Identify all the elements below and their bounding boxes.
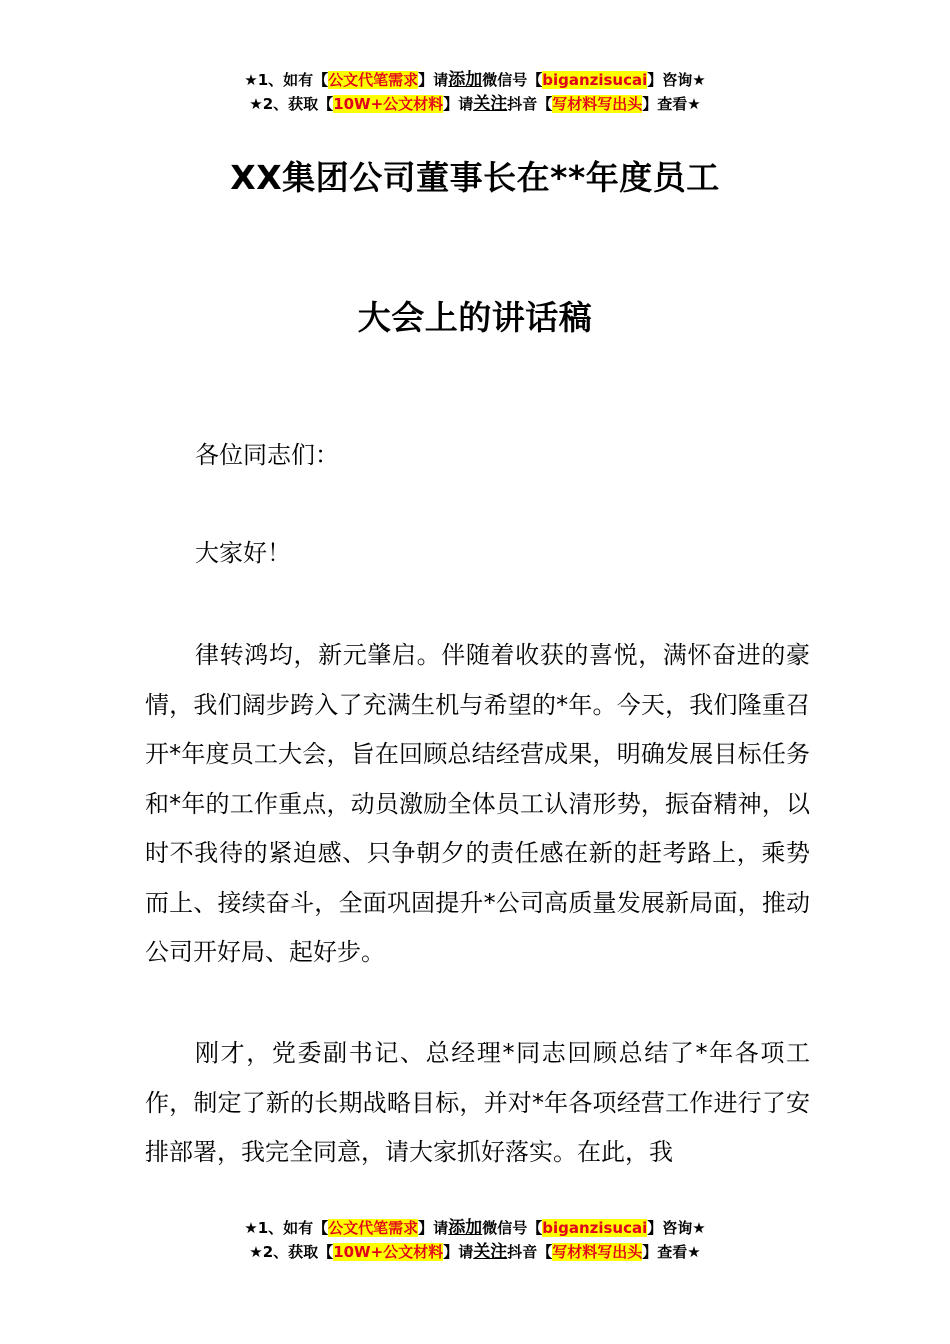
banner-line-2 (0, 1240, 950, 1264)
banner-highlight: 公文代笔需求 (328, 71, 419, 89)
banner-text: 】咨询★ (647, 71, 706, 89)
footer-banner (0, 1216, 950, 1264)
banner-text: 】咨询★ (647, 1219, 706, 1237)
salutation: 各位同志们： (195, 441, 339, 469)
banner-line-1 (0, 1216, 950, 1240)
banner-text: 】请 (418, 71, 449, 89)
banner-emphasis: 关注 (473, 1242, 508, 1262)
banner-text: 微信号【 (482, 71, 543, 89)
banner-emphasis: 添加 (448, 1218, 483, 1238)
banner-emphasis: 添加 (448, 70, 483, 90)
banner-text: 】请 (418, 1219, 449, 1237)
document-title-line-1: XX集团公司董事长在**年度员工 (230, 158, 720, 197)
header-banner (0, 68, 950, 116)
banner-text: ★1、如有【 (244, 71, 329, 89)
banner-text: ★1、如有【 (244, 1219, 329, 1237)
banner-text: 抖音【 (507, 1243, 553, 1261)
banner-highlight: 写材料写出头 (552, 1243, 643, 1261)
banner-line-2 (0, 92, 950, 116)
banner-highlight: 公文代笔需求 (328, 1219, 419, 1237)
banner-text: 】请 (443, 1243, 474, 1261)
banner-emphasis: 关注 (473, 94, 508, 114)
banner-highlight: 10W+公文材料 (333, 95, 444, 113)
banner-text: ★2、获取【 (249, 95, 334, 113)
greeting: 大家好！ (195, 539, 291, 567)
banner-highlight: 写材料写出头 (552, 95, 643, 113)
banner-text: 微信号【 (482, 1219, 543, 1237)
banner-highlight: biganzisucai (542, 1219, 648, 1237)
banner-text: 】查看★ (642, 95, 701, 113)
banner-line-1 (0, 68, 950, 92)
document-title-line-2: 大会上的讲话稿 (357, 298, 593, 337)
banner-text: 抖音【 (507, 95, 553, 113)
body-paragraph-1: 律转鸿均，新元肇启。伴随着收获的喜悦，满怀奋进的豪情，我们阔步跨入了充满生机与希望的*年。今天，我们隆重召开*年度员工大会，旨在回顾总结经营成果，明确发展目标任务和*年的工作重点，动员激励全体员工认清形势，振奋精神，以时不我待的紧迫感、只争朝夕的责任感在新的赶考路上，乘势而上、接续奋斗，全面巩固提升*公司高质量发展新局面，推动公司开好局、起好步。 (145, 641, 810, 966)
banner-text: ★2、获取【 (249, 1243, 334, 1261)
banner-text: 】查看★ (642, 1243, 701, 1261)
banner-highlight: 10W+公文材料 (333, 1243, 444, 1261)
banner-highlight: biganzisucai (542, 71, 648, 89)
body-paragraph-2: 刚才，党委副书记、总经理*同志回顾总结了*年各项工作，制定了新的长期战略目标，并对*年各项经营工作进行了安排部署，我完全同意，请大家抓好落实。在此，我 (145, 1039, 810, 1166)
banner-text: 】请 (443, 95, 474, 113)
